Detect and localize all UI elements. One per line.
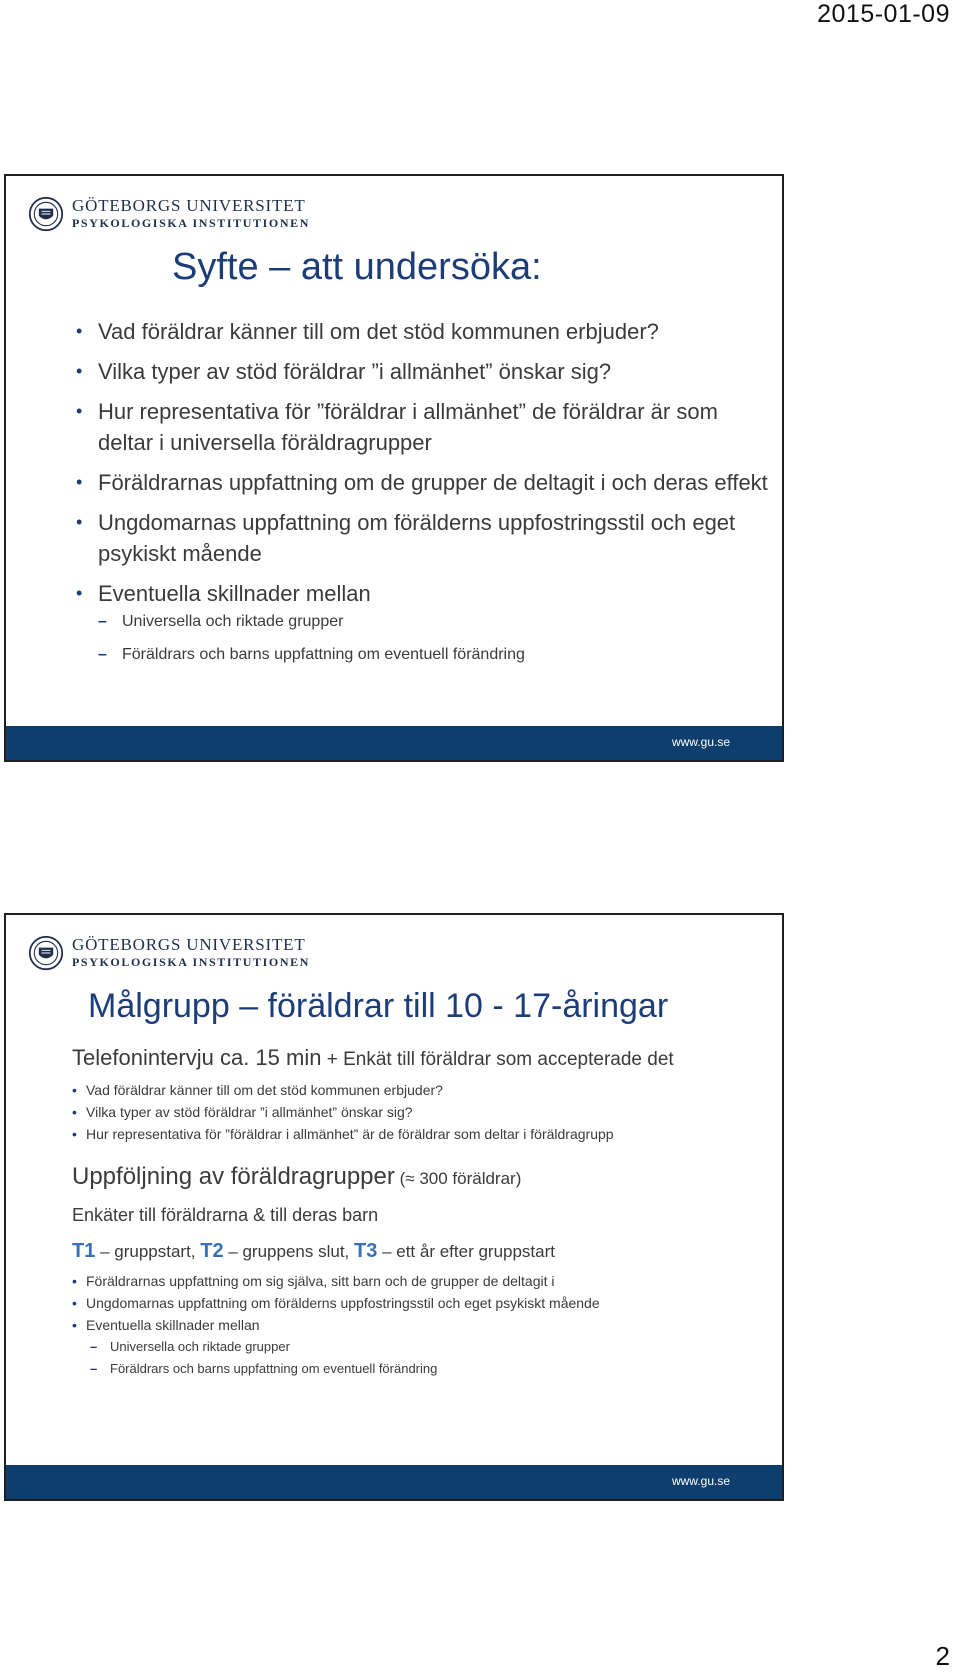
bullet-icon: •	[72, 1104, 77, 1120]
list-item: • Hur representativa för ”föräldrar i allmänhet” är de föräldrar som deltar i föräldragrupp	[72, 1123, 772, 1145]
university-logo	[28, 196, 310, 232]
bullet-icon: •	[72, 1126, 77, 1142]
university-name: GÖTEBORGS UNIVERSITET	[72, 196, 306, 215]
sub-list	[98, 611, 770, 666]
university-seal-icon	[28, 196, 64, 232]
survey-line: Enkäter till föräldrarna & till deras barn	[72, 1205, 379, 1225]
slide-body	[72, 1043, 772, 1380]
bullet-icon: •	[72, 1317, 77, 1333]
sub-list-item: – Föräldrars och barns uppfattning om eventuell förändring	[98, 644, 770, 666]
list-item: • Eventuella skillnader mellan	[72, 1314, 772, 1336]
list-item: • Vilka typer av stöd föräldrar ”i allmänhet” önskar sig?	[70, 356, 770, 387]
list-item: • Föräldrarnas uppfattning om sig själva, sitt barn och de grupper de deltagit i	[72, 1270, 772, 1292]
slide-2	[4, 913, 784, 1501]
bullet-icon: •	[76, 512, 83, 532]
sub-list	[72, 1336, 772, 1380]
bullet-icon: •	[72, 1295, 77, 1311]
timepoint-t2: T2	[200, 1240, 224, 1262]
bullet-icon: •	[72, 1273, 77, 1289]
page-date: 2015-01-09	[817, 0, 950, 28]
bullet-list	[70, 316, 770, 677]
sub-list-item: – Föräldrars och barns uppfattning om eventuell förändring	[90, 1358, 772, 1380]
slide-title: Syfte – att undersöka:	[172, 246, 542, 288]
dash-icon: –	[98, 646, 107, 663]
slide-footer	[6, 1465, 782, 1499]
section-heading-followup: Uppföljning av föräldragrupper (≈ 300 föräldrar)	[72, 1163, 522, 1190]
list-item: • Vad föräldrar känner till om det stöd kommunen erbjuder?	[70, 316, 770, 347]
slide-1	[4, 174, 784, 762]
page-number: 2	[935, 1641, 950, 1671]
slide-title: Målgrupp – föräldrar till 10 - 17-åringar	[88, 987, 669, 1025]
footer-url: www.gu.se	[671, 1474, 730, 1488]
list-item: • Föräldrarnas uppfattning om de grupper de deltagit i och deras effekt	[70, 467, 770, 498]
department-name: PSYKOLOGISKA INSTITUTIONEN	[72, 955, 310, 969]
section-heading-interview: Telefonintervju ca. 15 min + Enkät till föräldrar som accepterade det	[72, 1045, 674, 1070]
list-item: • Ungdomarnas uppfattning om förälderns uppfostringsstil och eget psykiskt mående	[70, 507, 770, 569]
bullet-icon: •	[76, 472, 83, 492]
timepoints-line: T1 – gruppstart, T2 – gruppens slut, T3 – ett år efter gruppstart	[72, 1240, 555, 1262]
bullet-icon: •	[72, 1082, 77, 1098]
list-item: • Hur representativa för ”föräldrar i allmänhet” de föräldrar är som deltar i universella föräldragrupper	[70, 396, 770, 458]
bullet-icon: •	[76, 321, 83, 341]
department-name: PSYKOLOGISKA INSTITUTIONEN	[72, 216, 310, 230]
bullet-icon: •	[76, 361, 83, 381]
sub-list-item: – Universella och riktade grupper	[98, 611, 770, 633]
dash-icon: –	[90, 1339, 98, 1354]
dash-icon: –	[98, 613, 107, 630]
timepoint-t3: T3	[354, 1240, 378, 1262]
list-item: • Eventuella skillnader mellan – Universella och riktade grupper – Föräldrars och barns uppfattning om eventuell förändring	[70, 578, 770, 666]
list-item: • Vad föräldrar känner till om det stöd kommunen erbjuder?	[72, 1079, 772, 1101]
list-item: • Vilka typer av stöd föräldrar ”i allmänhet” önskar sig?	[72, 1101, 772, 1123]
university-name: GÖTEBORGS UNIVERSITET	[72, 935, 306, 954]
slide-footer	[6, 726, 782, 760]
university-logo	[28, 935, 310, 971]
bullet-icon: •	[76, 583, 83, 603]
dash-icon: –	[90, 1361, 98, 1376]
timepoint-t1: T1	[72, 1240, 96, 1262]
list-item: • Ungdomarnas uppfattning om förälderns uppfostringsstil och eget psykiskt mående	[72, 1292, 772, 1314]
university-seal-icon	[28, 935, 64, 971]
bullet-list	[72, 1079, 772, 1145]
footer-url: www.gu.se	[671, 735, 730, 749]
sub-list-item: – Universella och riktade grupper	[90, 1336, 772, 1358]
bullet-list	[72, 1270, 772, 1336]
bullet-icon: •	[76, 401, 83, 421]
